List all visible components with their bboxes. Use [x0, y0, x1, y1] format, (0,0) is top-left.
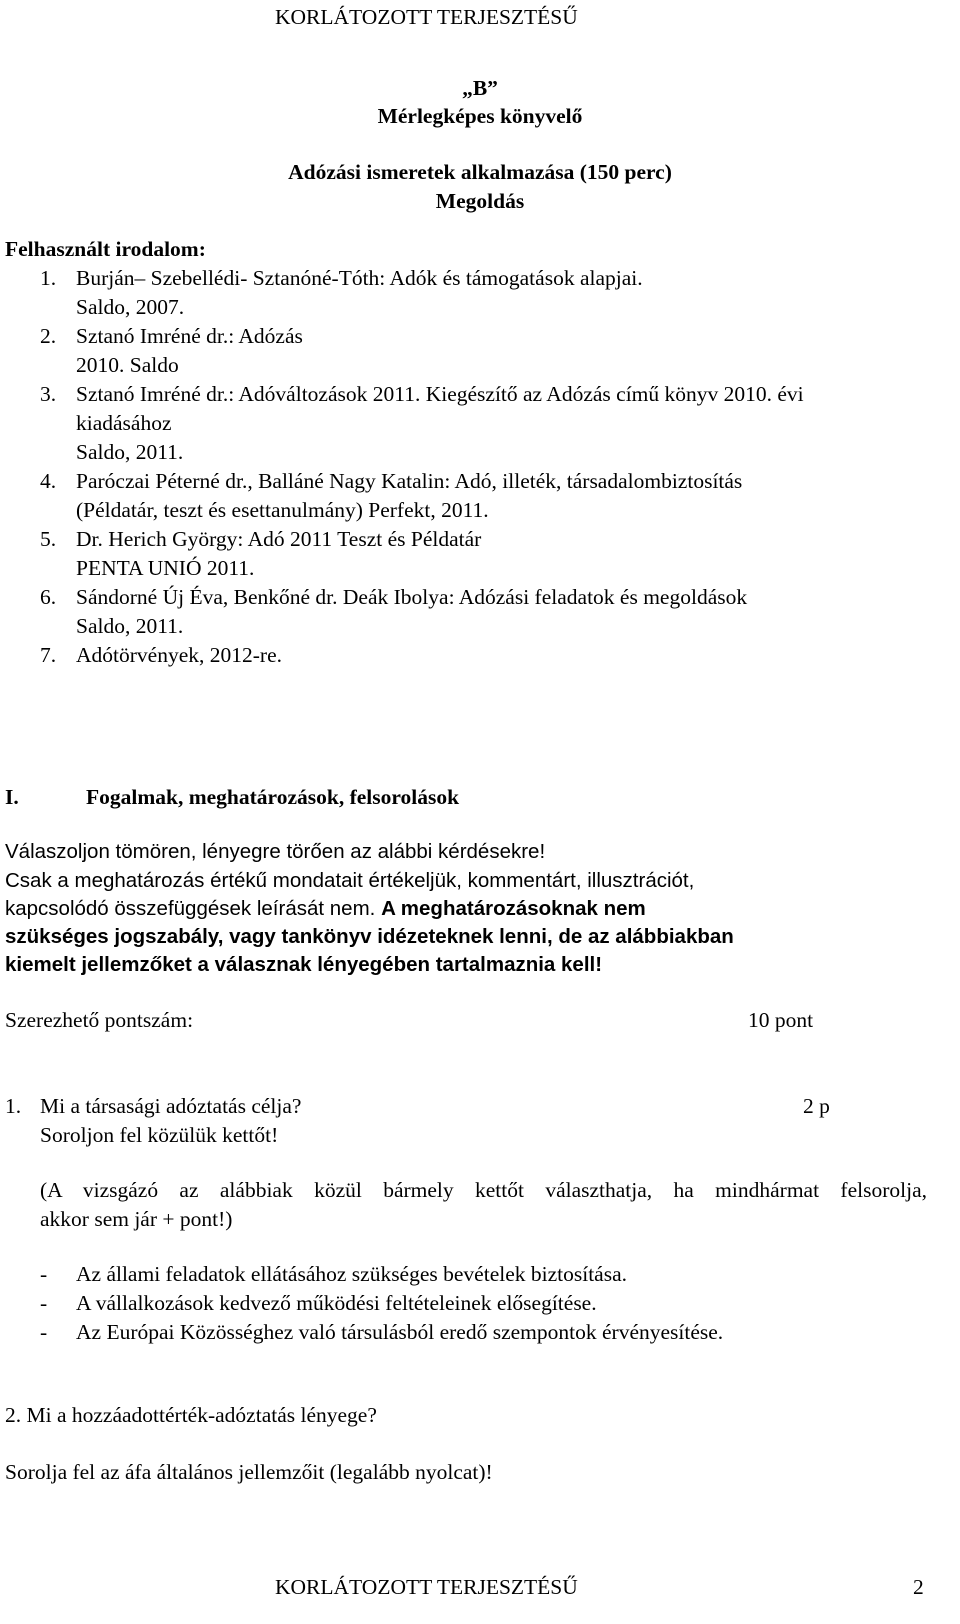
- title-solution: Megoldás: [435, 189, 525, 213]
- literature-item-4-line1: Paróczai Péterné dr., Balláné Nagy Katalin: Adó, illeték, társadalombiztosítás: [76, 469, 743, 493]
- literature-item-5-num: 5.: [40, 527, 57, 551]
- literature-item-3-num: 3.: [40, 382, 57, 406]
- literature-item-6-line1: Sándorné Új Éva, Benkőné dr. Deák Ibolya: Adózási feladatok és megoldások: [76, 585, 748, 609]
- q2-question: 2. Mi a hozzáadottérték-adóztatás lényege?: [5, 1403, 377, 1427]
- literature-item-3-line2: kiadásához: [76, 411, 172, 435]
- literature-item-4-line2: (Példatár, teszt és esettanulmány) Perfekt, 2011.: [76, 498, 489, 522]
- q1-answer-3: Az Európai Közösséghez való társulásból eredő szempontok érvényesítése.: [76, 1320, 724, 1344]
- q1-answer-1-dash: -: [40, 1262, 48, 1286]
- q1-note-2: akkor sem jár + pont!): [40, 1207, 233, 1231]
- literature-item-6-num: 6.: [40, 585, 57, 609]
- literature-item-2-line1: Sztanó Imréné dr.: Adózás: [76, 324, 303, 348]
- q1-note-1: (A vizsgázó az alábbiak közül bármely kettőt választhatja, ha mindhármat felsorolja,: [40, 1178, 927, 1202]
- q1-sub: Soroljon fel közülük kettőt!: [40, 1123, 279, 1147]
- title-exam: Adózási ismeretek alkalmazása (150 perc): [288, 160, 672, 184]
- literature-item-1-num: 1.: [40, 266, 57, 290]
- literature-item-1-line1: Burján– Szebellédi- Sztanóné-Tóth: Adók és támogatások alapjai.: [76, 266, 643, 290]
- literature-item-5-line1: Dr. Herich György: Adó 2011 Teszt és Példatár: [76, 527, 482, 551]
- literature-item-6-line2: Saldo, 2011.: [76, 614, 184, 638]
- q1-number: 1.: [5, 1094, 22, 1118]
- section-instruction-3-bold: A meghatározásoknak nem: [381, 897, 646, 920]
- section-title: Fogalmak, meghatározások, felsorolások: [86, 785, 460, 809]
- section-instruction-3-plain: kapcsolódó összefüggések leírását nem.: [5, 897, 376, 920]
- page-number: 2: [913, 1575, 924, 1599]
- literature-heading: Felhasznált irodalom:: [5, 237, 206, 261]
- title-subject: Mérlegképes könyvelő: [377, 104, 583, 128]
- literature-item-7-line1: Adótörvények, 2012-re.: [76, 643, 282, 667]
- literature-item-7-num: 7.: [40, 643, 57, 667]
- q1-points: 2 p: [803, 1094, 830, 1118]
- literature-item-4-num: 4.: [40, 469, 57, 493]
- q1-answer-2-dash: -: [40, 1291, 48, 1315]
- q1-question: Mi a társasági adóztatás célja?: [40, 1094, 302, 1118]
- literature-item-3-line3: Saldo, 2011.: [76, 440, 184, 464]
- q1-answer-3-dash: -: [40, 1320, 48, 1344]
- literature-item-1-line2: Saldo, 2007.: [76, 295, 185, 319]
- points-value: 10 pont: [748, 1008, 814, 1032]
- section-instruction-5: kiemelt jellemzőket a válasznak lényegében tartalmaznia kell!: [5, 953, 603, 976]
- section-number: I.: [5, 785, 19, 809]
- header-classification: KORLÁTOZOTT TERJESZTÉSŰ: [275, 5, 578, 29]
- q1-answer-2: A vállalkozások kedvező működési feltételeinek elősegítése.: [76, 1291, 597, 1315]
- section-instruction-1: Válaszoljon tömören, lényegre törően az alábbi kérdésekre!: [5, 840, 546, 863]
- q2-sub: Sorolja fel az áfa általános jellemzőit (legalább nyolcat)!: [5, 1460, 493, 1484]
- q1-answer-1: Az állami feladatok ellátásához szükséges bevételek biztosítása.: [76, 1262, 628, 1286]
- section-instruction-4: szükséges jogszabály, vagy tankönyv idézeteknek lenni, de az alábbiakban: [5, 925, 734, 948]
- literature-item-2-line2: 2010. Saldo: [76, 353, 179, 377]
- title-letter: „B”: [462, 76, 498, 100]
- section-instruction-2: Csak a meghatározás értékű mondatait értékeljük, kommentárt, illusztrációt,: [5, 869, 695, 892]
- literature-item-5-line2: PENTA UNIÓ 2011.: [76, 556, 255, 580]
- footer-classification: KORLÁTOZOTT TERJESZTÉSŰ: [275, 1575, 578, 1599]
- literature-item-3-line1: Sztanó Imréné dr.: Adóváltozások 2011. Kiegészítő az Adózás című könyv 2010. évi: [76, 382, 804, 406]
- points-label: Szerezhető pontszám:: [5, 1008, 194, 1032]
- section-instruction-3: [5, 899, 646, 920]
- literature-item-2-num: 2.: [40, 324, 57, 348]
